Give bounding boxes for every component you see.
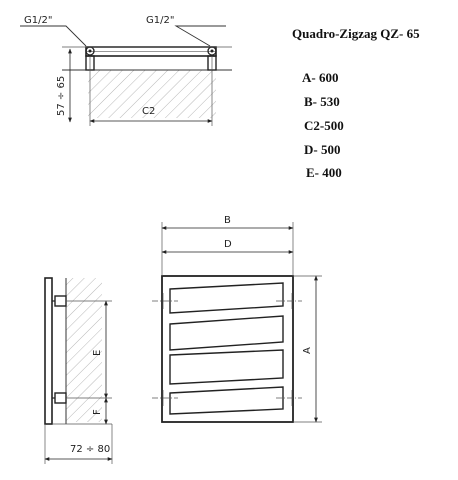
upper-bracket xyxy=(55,296,66,306)
f-label: F xyxy=(92,409,103,415)
zigzag-slot-3 xyxy=(170,350,283,384)
g-right-label: G1/2" xyxy=(146,15,175,26)
a-label: A xyxy=(302,347,313,354)
d-label: D xyxy=(224,239,232,250)
side-radiator-profile xyxy=(45,278,52,424)
front-view xyxy=(152,215,322,422)
spec-a: A- 600 xyxy=(302,70,339,85)
spec-b: B- 530 xyxy=(304,94,340,109)
zigzag-slot-1 xyxy=(170,283,283,313)
wall-gap-label: 57 ÷ 65 xyxy=(56,75,67,116)
spec-d: D- 500 xyxy=(304,142,341,157)
g-left-label: G1/2" xyxy=(24,15,53,26)
lower-bracket xyxy=(55,393,66,403)
side-view xyxy=(45,278,112,464)
model-title: Quadro-Zigzag QZ- 65 xyxy=(292,26,420,41)
b-label: B xyxy=(224,215,231,226)
depth-label: 72 ÷ 80 xyxy=(70,444,111,455)
c2-label: C2 xyxy=(142,106,156,117)
e-label: E xyxy=(92,349,103,356)
zigzag-slot-4 xyxy=(170,387,283,414)
spec-e: E- 400 xyxy=(306,165,342,180)
zigzag-slot-2 xyxy=(170,316,283,350)
spec-c2: C2-500 xyxy=(304,118,344,133)
top-view xyxy=(20,15,232,126)
